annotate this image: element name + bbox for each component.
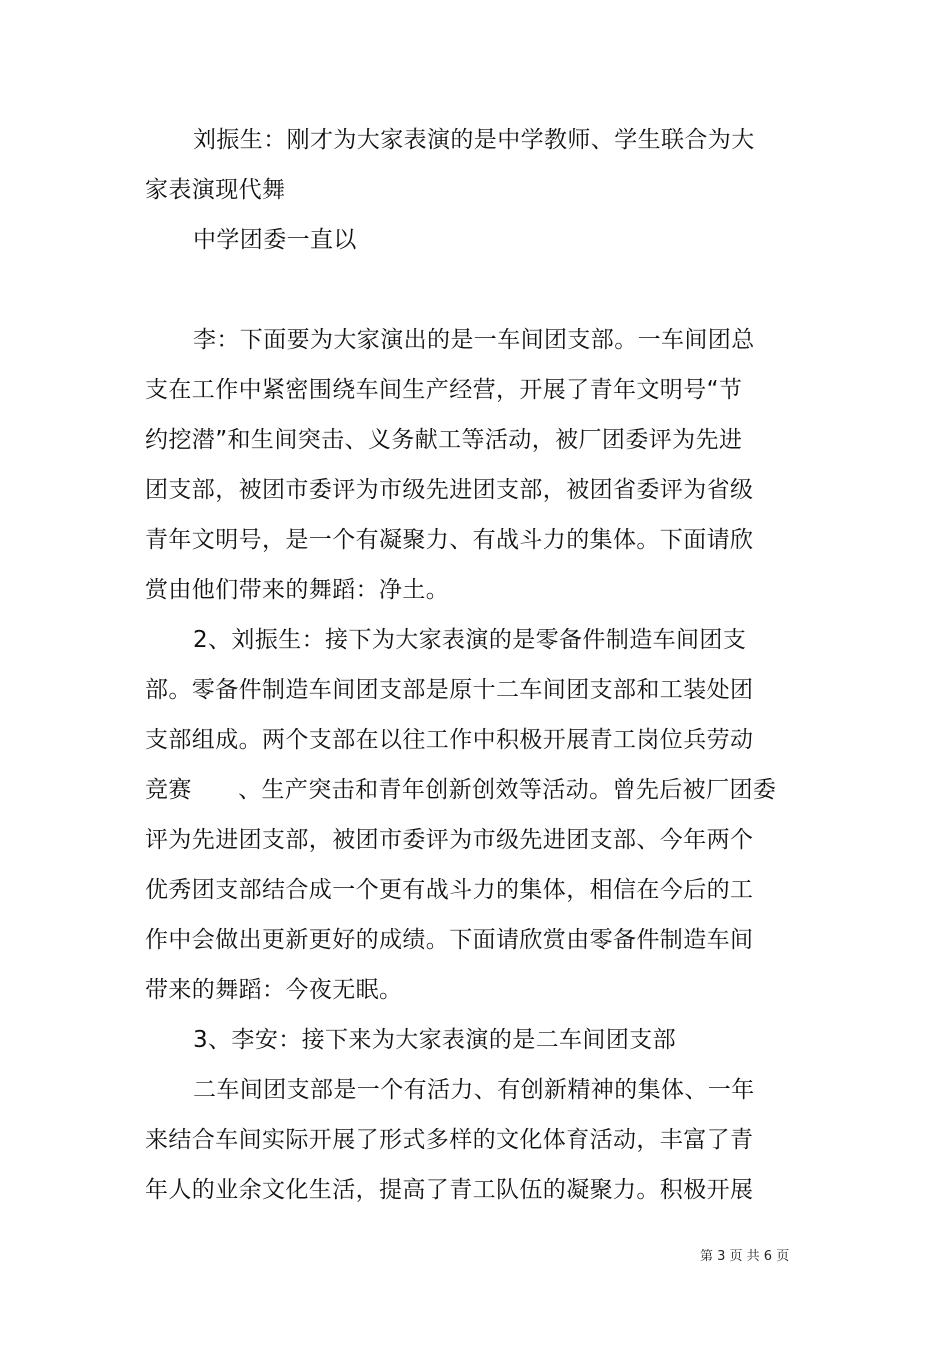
text-line: 2、刘振生：接下为大家表演的是零备件制造车间团支 [193, 627, 747, 653]
text-line: 二车间团支部是一个有活力、有创新精神的集体、一年 [193, 1077, 755, 1103]
text-line: 支部组成。两个支部在以往工作中积极开展青工岗位兵劳动 [145, 727, 754, 753]
text-line: 支在工作中紧密围绕车间生产经营，开展了青年文明号“节 [145, 377, 743, 403]
text-line: 约挖潜”和生间突击、义务献工等活动，被厂团委评为先进 [145, 427, 743, 453]
text-line: 竞赛 、生产突击和青年创新创效等活动。曾先后被厂团委 [145, 777, 777, 803]
text-line: 李：下面要为大家演出的是一车间团支部。一车间团总 [193, 327, 755, 353]
text-line: 来结合车间实际开展了形式多样的文化体育活动，丰富了青 [145, 1127, 754, 1153]
text-line: 年人的业余文化生活，提高了青工队伍的凝聚力。积极开展 [145, 1177, 754, 1203]
text-line: 团支部，被团市委评为市级先进团支部，被团省委评为省级 [145, 477, 754, 503]
text-line: 刘振生：刚才为大家表演的是中学教师、学生联合为大 [193, 127, 755, 153]
text-line: 中学团委一直以 [193, 227, 357, 253]
text-line: 部。零备件制造车间团支部是原十二车间团支部和工装处团 [145, 677, 754, 703]
text-line: 带来的舞蹈：今夜无眠。 [145, 977, 403, 1003]
text-line: 家表演现代舞 [145, 177, 286, 203]
text-line: 作中会做出更新更好的成绩。下面请欣赏由零备件制造车间 [145, 927, 754, 953]
text-line: 赏由他们带来的舞蹈：净土。 [145, 577, 450, 603]
text-line: 青年文明号，是一个有凝聚力、有战斗力的集体。下面请欣 [145, 527, 754, 553]
text-line: 优秀团支部结合成一个更有战斗力的集体，相信在今后的工 [145, 877, 754, 903]
page-number-footer: 第 3 页 共 6 页 [700, 1249, 790, 1264]
text-line: 3、李安：接下来为大家表演的是二车间团支部 [193, 1027, 677, 1053]
text-line: 评为先进团支部，被团市委评为市级先进团支部、今年两个 [145, 827, 754, 853]
